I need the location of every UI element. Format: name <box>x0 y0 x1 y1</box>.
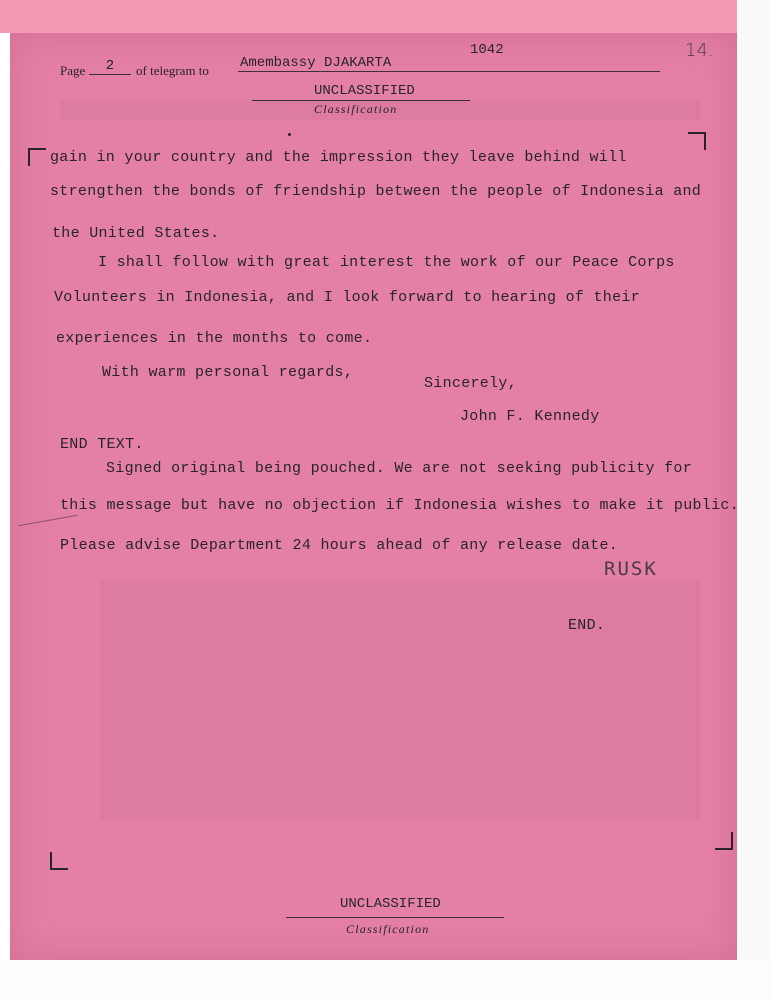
top-classification: UNCLASSIFIED <box>314 83 415 99</box>
note-line-1: Signed original being pouched. We are not seeking publicity for <box>106 460 692 477</box>
note-line-2: this message but have no objection if Indonesia wishes to make it public. <box>60 497 740 514</box>
handwritten-page-number: 14. <box>685 40 714 61</box>
body-line-5: Volunteers in Indonesia, and I look forward to hearing of their <box>54 289 640 306</box>
telegram-number: 1042 <box>470 42 504 58</box>
body-line-6: experiences in the months to come. <box>56 330 373 347</box>
telegram-to-label: of telegram to <box>136 63 209 78</box>
recipient: Amembassy DJAKARTA <box>238 55 420 72</box>
corner-bottom-left-bracket <box>50 852 68 870</box>
recipient-underline <box>418 71 660 72</box>
bottom-classification-label: Classification <box>346 922 430 936</box>
scan-margin-bottom <box>0 960 771 1000</box>
closing: Sincerely, <box>424 375 518 392</box>
bottom-classification-rule <box>286 917 504 918</box>
scan-margin-right <box>737 0 771 1000</box>
classification-label: Classification <box>314 102 398 116</box>
corner-bottom-right-bracket <box>715 832 733 850</box>
bleed-through <box>100 580 700 820</box>
body-line-4: I shall follow with great interest the work of our Peace Corps <box>98 254 675 271</box>
page-number: 2 <box>89 58 131 75</box>
stray-mark <box>288 133 291 136</box>
body-line-2: strengthen the bonds of friendship between the people of Indonesia and <box>50 183 702 200</box>
body-line-3: the United States. <box>52 225 220 242</box>
corner-top-left-bracket <box>28 148 46 166</box>
corner-top-right-bracket <box>688 132 706 150</box>
classification-rule <box>252 100 470 101</box>
bottom-classification: UNCLASSIFIED <box>340 896 441 912</box>
page-label: Page <box>60 63 86 78</box>
end-text: END TEXT. <box>60 436 144 453</box>
end-marker: END. <box>568 617 606 634</box>
signature: John F. Kennedy <box>460 408 600 425</box>
body-line-7: With warm personal regards, <box>102 364 354 381</box>
note-line-3: Please advise Department 24 hours ahead of any release date. <box>60 537 619 554</box>
top-paper-strip <box>0 0 737 33</box>
sender-stamp: RUSK <box>604 558 658 580</box>
body-line-1: gain in your country and the impression they leave behind will <box>50 149 627 166</box>
